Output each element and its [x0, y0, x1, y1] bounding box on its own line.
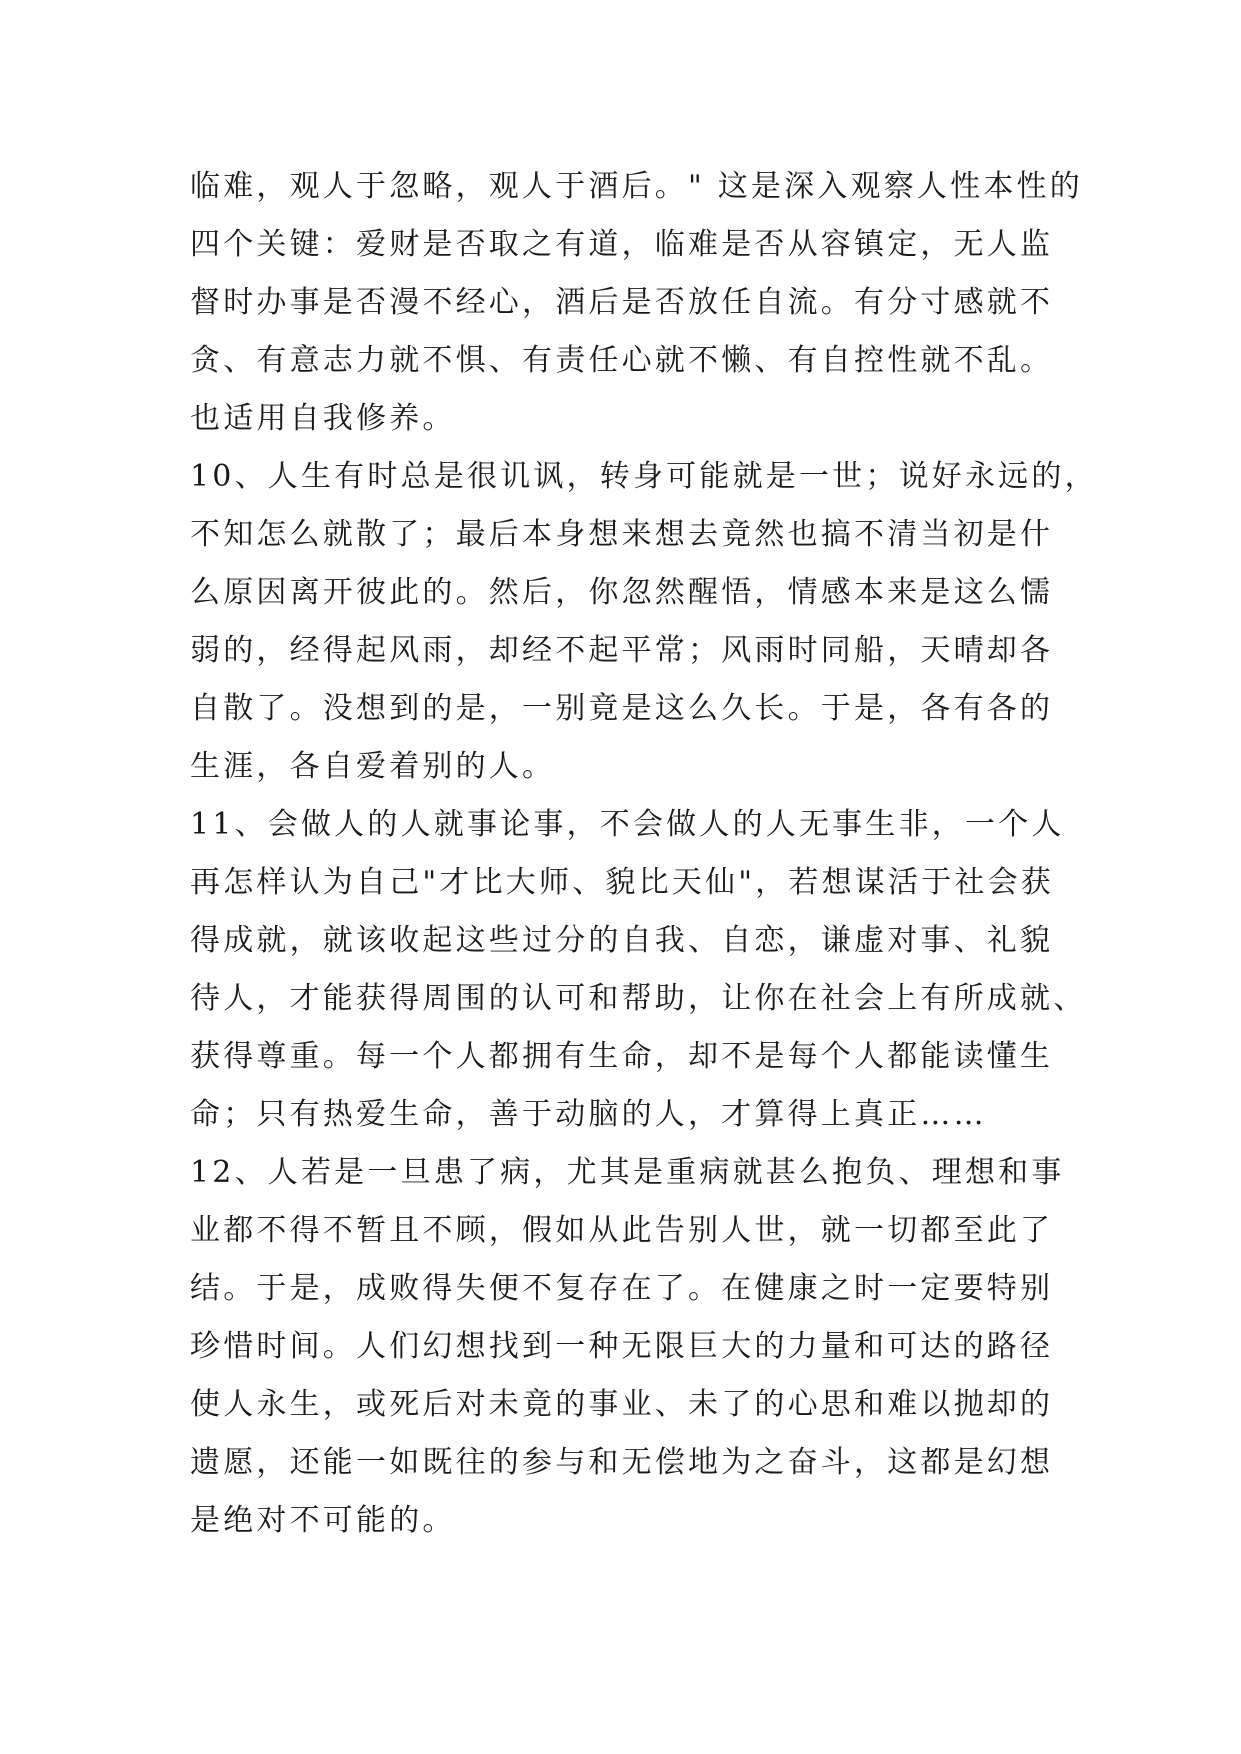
document-body	[190, 158, 1098, 1550]
text-line: 贪、有意志力就不惧、有责任心就不懒、有自控性就不乱。	[190, 343, 1054, 378]
text-line: 结。于是，成败得失便不复存在了。在健康之时一定要特别	[190, 1271, 1054, 1306]
text-line: 临难，观人于忽略，观人于酒后。" 这是深入观察人性本性的	[190, 169, 1083, 204]
text-line: 11、会做人的人就事论事，不会做人的人无事生非，一个人	[190, 807, 1065, 842]
text-line: 弱的，经得起风雨，却经不起平常；风雨时同船，天晴却各	[190, 633, 1054, 668]
text-line: 遗愿，还能一如既往的参与和无偿地为之奋斗，这都是幻想	[190, 1445, 1054, 1480]
text-line: 12、人若是一旦患了病，尤其是重病就甚么抱负、理想和事	[190, 1155, 1065, 1190]
text-line: 是绝对不可能的。	[190, 1503, 456, 1538]
text-line: 么原因离开彼此的。然后，你忽然醒悟，情感本来是这么懦	[190, 575, 1054, 610]
text-line: 不知怎么就散了；最后本身想来想去竟然也搞不清当初是什	[190, 517, 1054, 552]
text-line: 10、人生有时总是很讥讽，转身可能就是一世；说好永远的，	[190, 459, 1098, 494]
text-line: 得成就，就该收起这些过分的自我、自恋，谦虚对事、礼貌	[190, 923, 1054, 958]
text-line: 获得尊重。每一个人都拥有生命，却不是每个人都能读懂生	[190, 1039, 1054, 1074]
text-line: 待人，才能获得周围的认可和帮助，让你在社会上有所成就、	[190, 981, 1087, 1016]
text-line: 四个关键：爱财是否取之有道，临难是否从容镇定，无人监	[190, 227, 1054, 262]
text-line: 也适用自我修养。	[190, 401, 456, 436]
text-line: 命；只有热爱生命，善于动脑的人，才算得上真正……	[190, 1097, 987, 1132]
text-line: 再怎样认为自己"才比大师、貌比天仙"，若想谋活于社会获	[190, 865, 1054, 900]
text-line: 珍惜时间。人们幻想找到一种无限巨大的力量和可达的路径	[190, 1329, 1054, 1364]
text-line: 使人永生，或死后对未竟的事业、未了的心思和难以抛却的	[190, 1387, 1054, 1422]
text-line: 业都不得不暂且不顾，假如从此告别人世，就一切都至此了	[190, 1213, 1054, 1248]
text-line: 自散了。没想到的是，一别竟是这么久长。于是，各有各的	[190, 691, 1054, 726]
text-line: 生涯，各自爱着别的人。	[190, 749, 556, 784]
text-line: 督时办事是否漫不经心，酒后是否放任自流。有分寸感就不	[190, 285, 1054, 320]
